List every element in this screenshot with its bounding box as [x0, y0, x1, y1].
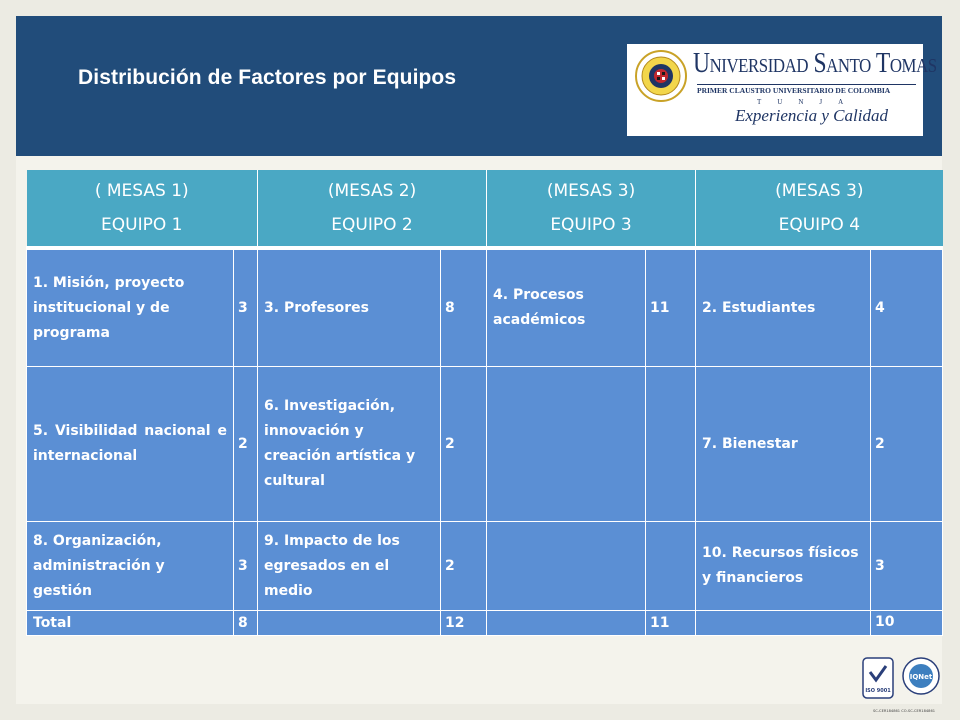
factor-count-cell: 3	[871, 522, 943, 611]
iqnet-badge-label: IQNet	[909, 673, 933, 681]
header-equipo-2: (MESAS 2) EQUIPO 2	[258, 170, 487, 248]
factor-count-cell: 11	[646, 248, 696, 367]
factor-count-cell	[646, 522, 696, 611]
factor-cell: 7. Bienestar	[696, 367, 871, 522]
header-equipo-4: (MESAS 3) EQUIPO 4	[696, 170, 943, 248]
university-seal-icon	[635, 50, 687, 102]
factor-cell: 5. Visibilidad nacional e internacional	[27, 367, 234, 522]
factor-cell	[487, 367, 646, 522]
logo-slogan: Experiencia y Calidad	[735, 106, 888, 125]
certification-badges	[861, 656, 947, 716]
factor-cell: 3. Profesores	[258, 248, 441, 367]
total-spacer	[696, 611, 871, 636]
factor-cell: 2. Estudiantes	[696, 248, 871, 367]
factor-count-cell: 2	[234, 367, 258, 522]
slide-title: Distribución de Factores por Equipos	[78, 66, 457, 89]
logo-city: TUNJA	[757, 98, 860, 106]
factor-count-cell: 3	[234, 248, 258, 367]
total-spacer	[258, 611, 441, 636]
total-label: Total	[27, 611, 234, 636]
factor-cell: 4. Procesos académicos	[487, 248, 646, 367]
table-row	[27, 367, 943, 522]
table-row	[27, 248, 943, 367]
logo-subtitle: PRIMER CLAUSTRO UNIVERSITARIO DE COLOMBIA	[697, 84, 916, 95]
total-equipo-1: 8	[234, 611, 258, 636]
factor-count-cell: 2	[871, 367, 943, 522]
logo-university-name: UNIVERSIDAD SANTO TOMAS	[693, 48, 937, 79]
table-header-row	[27, 170, 943, 248]
table-total-row	[27, 611, 943, 636]
total-equipo-2: 12	[441, 611, 487, 636]
factor-cell: 10. Recursos físicos y financieros	[696, 522, 871, 611]
factor-count-cell: 2	[441, 367, 487, 522]
factors-table	[26, 170, 943, 636]
university-logo	[627, 44, 937, 136]
iso-badge-label: ISO 9001	[865, 688, 891, 694]
factor-cell: 9. Impacto de los egresados en el medio	[258, 522, 441, 611]
table-row	[27, 522, 943, 611]
factor-cell: 6. Investigación, innovación y creación artística y cultural	[258, 367, 441, 522]
factor-cell: 1. Misión, proyecto institucional y de programa	[27, 248, 234, 367]
factor-count-cell: 2	[441, 522, 487, 611]
total-equipo-4: 10	[871, 611, 943, 636]
slide-header	[16, 16, 942, 156]
factor-count-cell: 3	[234, 522, 258, 611]
factor-count-cell: 8	[441, 248, 487, 367]
total-equipo-3: 11	[646, 611, 696, 636]
factor-cell: 8. Organización, administración y gestión	[27, 522, 234, 611]
cert-codes: SC-CER184861 CO-SC-CER184861	[872, 709, 936, 713]
total-spacer	[487, 611, 646, 636]
factor-count-cell	[646, 367, 696, 522]
factor-cell	[487, 522, 646, 611]
factor-count-cell: 4	[871, 248, 943, 367]
header-equipo-3: (MESAS 3) EQUIPO 3	[487, 170, 696, 248]
header-equipo-1: ( MESAS 1) EQUIPO 1	[27, 170, 258, 248]
